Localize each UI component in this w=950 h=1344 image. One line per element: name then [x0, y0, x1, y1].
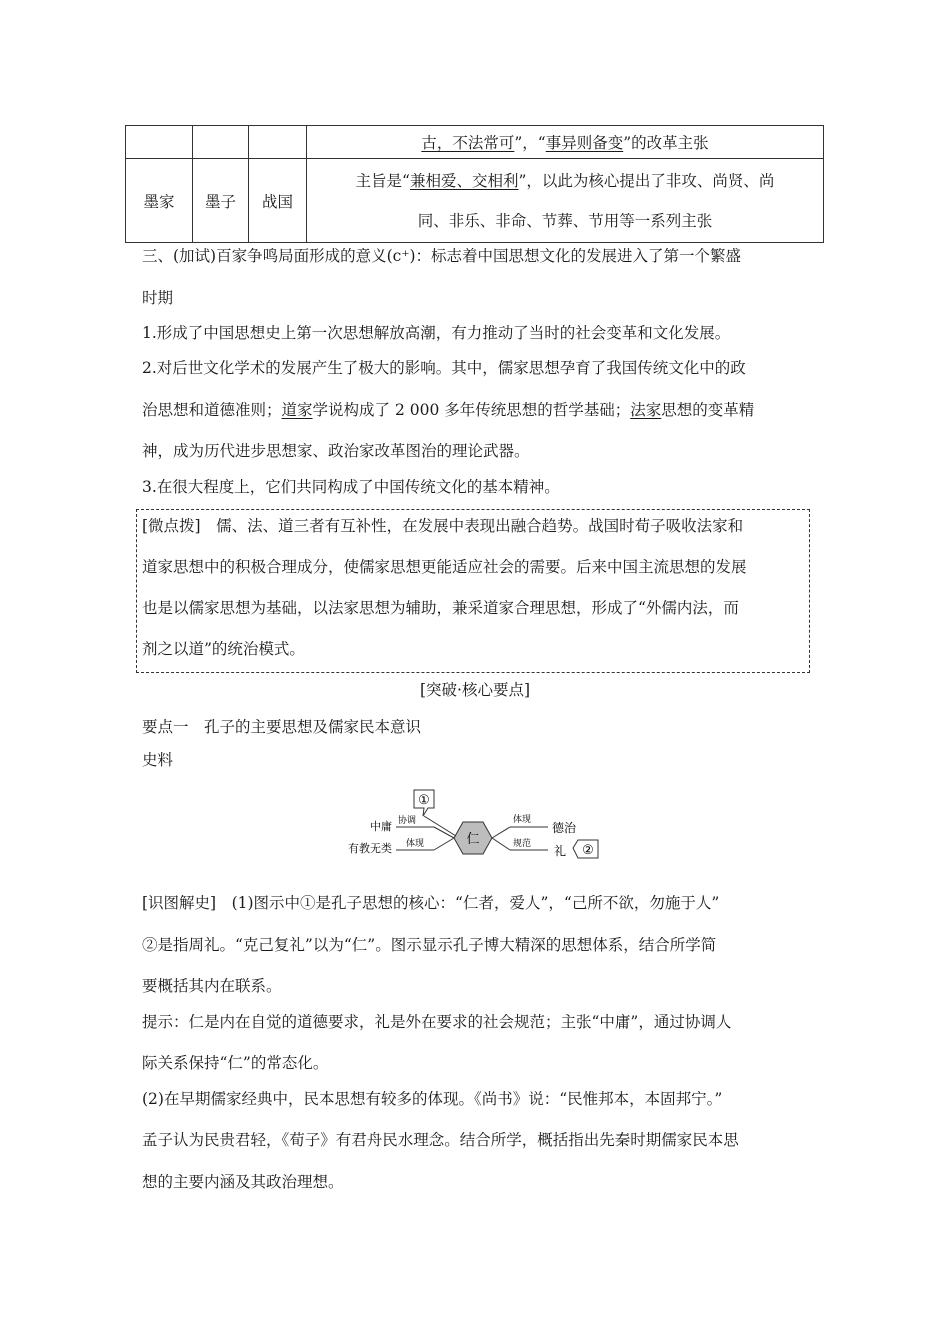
right-bottom-label: 礼: [554, 844, 567, 858]
question-line: 孟子认为民贵君轻，《荀子》有君舟民水理念。结合所学，概括指出先秦时期儒家民本思: [142, 1131, 739, 1149]
section-heading-cont: 时期: [142, 289, 174, 307]
left-bottom-edge: 体现: [406, 839, 425, 849]
marker-2: ②: [582, 843, 594, 858]
paragraph: 2.对后世文化学术的发展产生了极大的影响。其中，儒家思想孕育了我国传统文化中的政: [142, 359, 746, 377]
cell-era: 战国: [261, 192, 293, 211]
text: 思想的变革精: [661, 401, 755, 419]
text: 学说构成了 2 000 多年传统思想的哲学基础；: [312, 401, 631, 419]
quote-underlined: 兼相爱、交相利: [409, 171, 519, 190]
tip-line: 剂之以道”的统治模式。: [142, 640, 305, 658]
right-bottom-edge: 规范: [513, 839, 532, 849]
tip-line: 也是以儒家思想为基础，以法家思想为辅助，兼采道家合理思想，形成了“外儒内法，而: [142, 599, 739, 617]
paragraph: [142, 400, 754, 420]
analysis-line: ②是指周礼。“克己复礼”以为“仁”。图示显示孔子博大精深的思想体系，结合所学简: [142, 936, 717, 954]
cell-text: 主旨是“: [355, 171, 410, 190]
cell-text: ”，以此为核心提出了非攻、尚贤、尚: [518, 171, 775, 190]
text: 治思想和道德准则；: [142, 401, 282, 419]
schools-table: [125, 125, 824, 243]
paragraph: 神，成为历代进步思想家、政治家改革图治的理论武器。: [142, 442, 530, 460]
analysis-line: [识图解史] (1)图示中①是孔子思想的核心：“仁者，爱人”，“己所不欲，勿施于人”: [142, 894, 720, 912]
point-title: 要点一 孔子的主要思想及儒家民本意识: [142, 718, 422, 736]
tip-line: [微点拨] 儒、法、道三者有互补性，在发展中表现出融合趋势。战国时荀子吸收法家和: [142, 517, 744, 535]
right-top-edge: 体现: [513, 815, 532, 825]
marker-1: ①: [418, 793, 430, 808]
shiliao-label: 史料: [142, 751, 174, 769]
connector: [424, 816, 456, 836]
section-heading: 三、(加试)百家争鸣局面形成的意义(c⁺)：标志着中国思想文化的发展进入了第一个繁盛: [142, 247, 742, 265]
question-line: 想的主要内涵及其政治理想。: [142, 1173, 344, 1191]
right-top-label: 德治: [552, 821, 577, 835]
cell-content: [307, 159, 823, 242]
ren-label: 仁: [466, 832, 480, 847]
cell-person: 墨子: [204, 192, 236, 211]
underlined-term: 道家: [281, 401, 313, 419]
breakthrough-title: [突破·核心要点]: [419, 681, 531, 699]
left-top-label: 中庸: [370, 820, 392, 833]
hint-line: 提示：仁是内在自觉的道德要求，礼是外在要求的社会规范；主张“中庸”，通过协调人: [142, 1013, 732, 1031]
cell-text: 同、非乐、非命、节葬、节用等一系列主张: [417, 211, 713, 230]
paragraph: 1.形成了中国思想史上第一次思想解放高潮，有力推动了当时的社会变革和文化发展。: [142, 324, 731, 342]
analysis-line: 要概括其内在联系。: [142, 977, 282, 995]
cell-text: ”，“: [514, 134, 546, 152]
cell-text: ”的改革主张: [623, 134, 709, 152]
connector: [434, 838, 454, 850]
hint-line: 际关系保持“仁”的常态化。: [142, 1054, 329, 1072]
quote-underlined: 古，不法常可: [421, 134, 515, 152]
connector: [492, 827, 510, 838]
left-bottom-label: 有教无类: [348, 842, 392, 855]
connector: [492, 838, 510, 850]
underlined-term: 法家: [630, 401, 662, 419]
question-line: (2)在早期儒家经典中，民本思想有较多的体现。《尚书》说：“民惟邦本，本固邦宁。”: [142, 1090, 723, 1108]
left-top-edge: 协调: [398, 816, 417, 826]
paragraph: 3.在很大程度上，它们共同构成了中国传统文化的基本精神。: [142, 478, 560, 496]
cell-school: 墨家: [143, 192, 175, 211]
tip-line: 道家思想中的积极合理成分，使儒家思想更能适应社会的需要。后来中国主流思想的发展: [142, 558, 747, 576]
table-row-continuation: [307, 126, 823, 158]
ren-diagram: [330, 784, 620, 866]
quote-underlined: 事异则备变: [545, 134, 624, 152]
